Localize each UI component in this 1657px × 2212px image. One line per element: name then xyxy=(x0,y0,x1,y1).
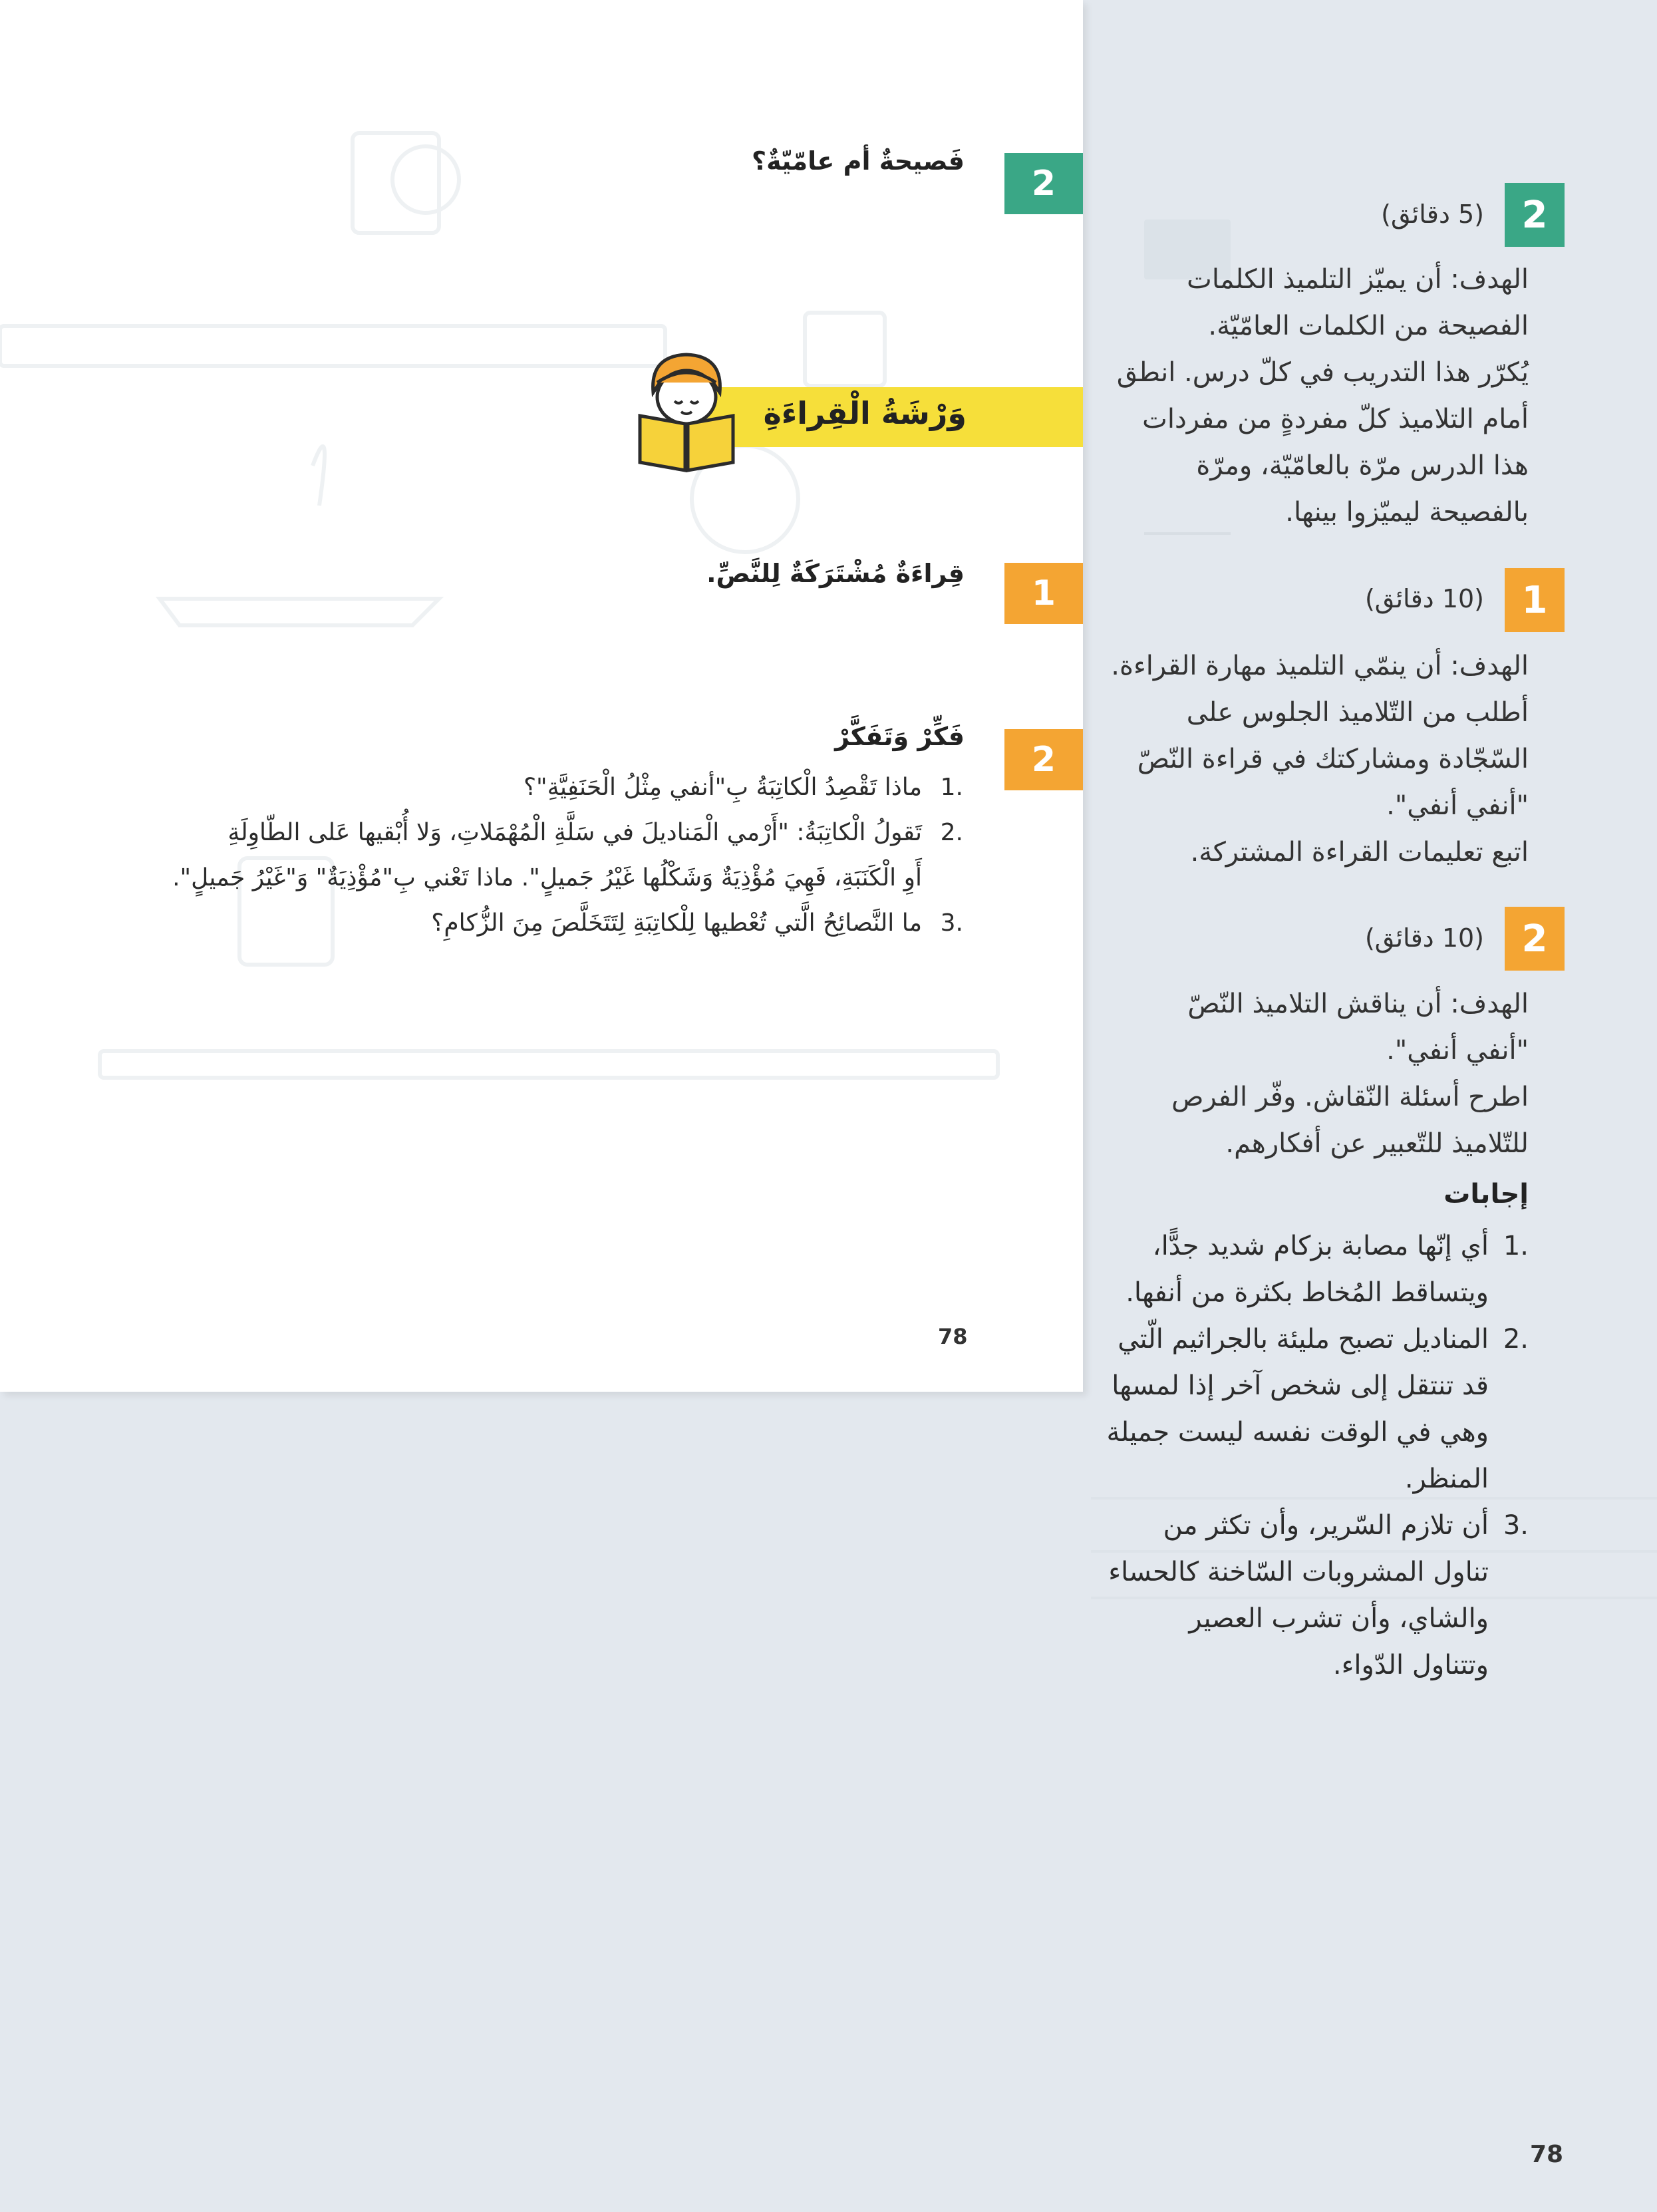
question-number: 3. xyxy=(940,909,963,937)
guide-line: السّجّادة ومشاركتك في قراءة النّصّ xyxy=(1137,744,1529,774)
question-text: ماذا تَقْصِدُ الْكاتِبَةُ بِ"أنفي مِثْلُ الْحَنَفِيَّةِ"؟ xyxy=(523,774,922,801)
guide-block-1-text xyxy=(1103,256,1529,536)
guide-line: بالفصيحة ليميّزوا بينها. xyxy=(1285,497,1529,528)
answer-text: وهي في الوقت نفسه ليست جميلة xyxy=(1106,1417,1489,1448)
answer-text: المنظر. xyxy=(1404,1464,1489,1494)
guide-page-number: 78 xyxy=(1530,2141,1564,2168)
answer-text: تناول المشروبات السّاخنة كالحساء xyxy=(1108,1557,1489,1587)
answer-text: قد تنتقل إلى شخص آخر إذا لمسها xyxy=(1112,1370,1489,1401)
question-item xyxy=(32,765,963,810)
guide-line: الهدف: أن يناقش التلاميذ النّصّ xyxy=(1187,989,1529,1019)
banner-title: وَرْشَةُ الْقِراءَةِ xyxy=(763,395,967,431)
guide-block-1-time: (5 دقائق) xyxy=(1381,200,1484,229)
question-text: أَوِ الْكَنَبَةِ، فَهِيَ مُؤْذِيَةٌ وَشَكْلُها غَيْرُ جَميلٍ". ماذا تَعْني بِ"مُؤْذِيَةٌ" وَ"غَيْرُ جَميلٍ". xyxy=(172,864,922,891)
guide-line: أطلب من التّلاميذ الجلوس على xyxy=(1186,697,1529,728)
answer-item xyxy=(1090,1316,1529,1502)
answer-text: ويتساقط المُخاط بكثرة من أنفها. xyxy=(1126,1277,1489,1308)
guide-line: الهدف: أن يميّز التلميذ الكلمات xyxy=(1187,264,1529,295)
guide-line: الهدف: أن ينمّي التلميذ مهارة القراءة. xyxy=(1111,651,1529,681)
answer-text: أن تلازم السّرير، وأن تكثر من xyxy=(1163,1510,1489,1541)
question-item xyxy=(32,810,963,901)
guide-block-3-text xyxy=(1103,981,1529,1167)
question-number: 1. xyxy=(940,774,963,801)
activity-1-badge: 1 xyxy=(1004,563,1083,624)
guide-block-3-time: (10 دقائق) xyxy=(1364,923,1484,953)
reading-person-icon xyxy=(633,343,740,476)
section-heading: فَصيحةٌ أم عامّيّةٌ؟ xyxy=(752,146,965,176)
activity-2-badge: 2 xyxy=(1004,729,1083,790)
guide-line: اطرح أسئلة النّقاش. وفّر الفرص xyxy=(1171,1082,1529,1112)
faded-illustrations xyxy=(0,0,1083,1392)
answer-text: أي إنّها مصابة بزكام شديد جدًّا، xyxy=(1152,1231,1489,1261)
guide-line: "أنفي أنفي". xyxy=(1386,1035,1529,1066)
guide-line: للتّلاميذ للتّعبير عن أفكارهم. xyxy=(1225,1128,1529,1159)
guide-block-2-text xyxy=(1103,643,1529,875)
question-text: تَقولُ الْكاتِبَةُ: "أَرْمي الْمَناديلَ في سَلَّةِ الْمُهْمَلاتِ، وَلا أُبْقيها عَلى الطّاوِلَةِ xyxy=(227,819,922,846)
question-item xyxy=(32,901,963,946)
answer-text: المناديل تصبح مليئة بالجراثيم الّتي xyxy=(1118,1324,1489,1354)
guide-block-3-badge: 2 xyxy=(1505,907,1565,971)
guide-block-2-badge: 1 xyxy=(1505,568,1565,632)
question-text: ما النَّصائِحُ الَّتي تُعْطيها لِلْكاتِبَةِ لِتَتَخَلَّصَ مِنَ الزُّكامِ؟ xyxy=(431,909,922,937)
guide-line: "أنفي أنفي". xyxy=(1386,790,1529,821)
guide-line: اتبع تعليمات القراءة المشتركة. xyxy=(1190,837,1529,868)
section-number-badge: 2 xyxy=(1004,153,1083,214)
guide-line: هذا الدرس مرّة بالعامّيّة، ومرّة xyxy=(1196,450,1529,481)
student-page-inset xyxy=(0,0,1083,1392)
guide-line: أمام التلاميذ كلّ مفردةٍ من مفردات xyxy=(1142,404,1529,434)
guide-block-2-time: (10 دقائق) xyxy=(1364,584,1484,613)
answer-number: 3. xyxy=(1503,1510,1529,1541)
answer-text: والشاي، وأن تشرب العصير xyxy=(1189,1603,1489,1634)
answers-heading: إجابات xyxy=(1443,1179,1529,1209)
answer-item xyxy=(1090,1502,1529,1688)
guide-block-1-badge: 2 xyxy=(1505,183,1565,247)
activity-2-title: فَكِّرْ وَتَفَكَّرْ xyxy=(835,722,965,751)
answer-item xyxy=(1090,1223,1529,1316)
student-page-number: 78 xyxy=(938,1324,968,1349)
discussion-questions xyxy=(32,765,963,946)
answer-number: 2. xyxy=(1503,1324,1529,1354)
question-number: 2. xyxy=(940,819,963,846)
activity-1-title: قِراءَةٌ مُشْتَرَكَةٌ لِلنَّصِّ. xyxy=(706,559,965,588)
answers-list xyxy=(1090,1223,1529,1688)
answer-text: وتتناول الدّواء. xyxy=(1332,1650,1489,1680)
guide-line: الفصيحة من الكلمات العامّيّة. xyxy=(1208,311,1529,341)
answer-number: 1. xyxy=(1503,1231,1529,1261)
guide-line: يُكرّر هذا التدريب في كلّ درس. انطق xyxy=(1116,357,1529,388)
